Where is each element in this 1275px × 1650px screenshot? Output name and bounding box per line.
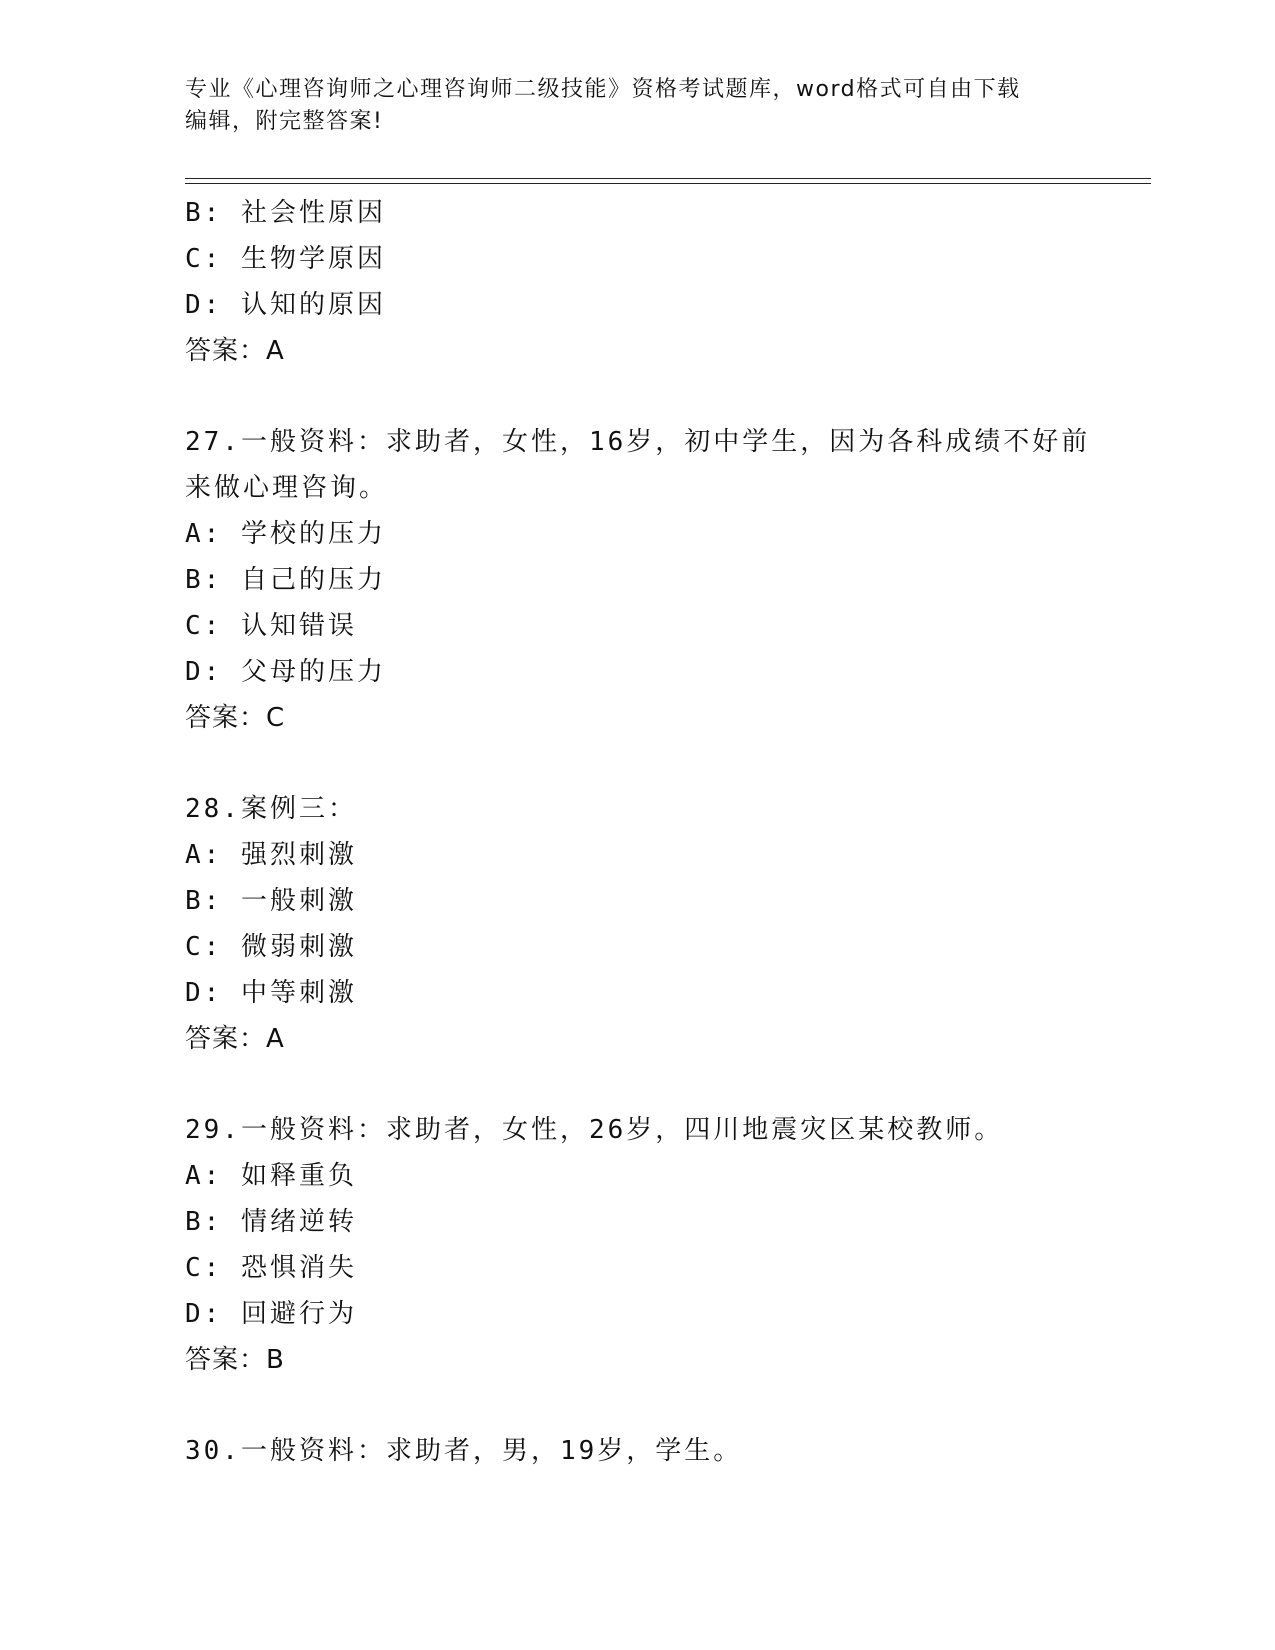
option-b: B: 社会性原因 (185, 198, 386, 228)
option-d: D: 回避行为 (185, 1299, 357, 1329)
question-28 (185, 786, 1125, 1062)
answer: 答案：C (185, 703, 286, 733)
question-27 (185, 419, 1125, 741)
option-d: D: 父母的压力 (185, 657, 386, 687)
document-header (185, 74, 1085, 138)
option-c: C: 认知错误 (185, 611, 357, 641)
option-d: D: 中等刺激 (185, 978, 357, 1008)
option-a: A: 如释重负 (185, 1161, 357, 1191)
question-26 (185, 190, 1125, 374)
answer: 答案：A (185, 1024, 285, 1054)
spacer (185, 741, 1125, 786)
option-b: B: 情绪逆转 (185, 1207, 357, 1237)
header-line-2: 编辑，附完整答案! (185, 109, 384, 134)
option-d: D: 认知的原因 (185, 290, 386, 320)
question-30 (185, 1428, 1125, 1474)
option-a: A: 强烈刺激 (185, 840, 357, 870)
option-b: B: 一般刺激 (185, 886, 357, 916)
answer: 答案：A (185, 336, 285, 366)
option-c: C: 生物学原因 (185, 244, 386, 274)
question-stem: 30.一般资料：求助者，男，19岁，学生。 (185, 1436, 743, 1466)
header-line-1: 专业《心理咨询师之心理咨询师二级技能》资格考试题库，word格式可自由下载 (185, 77, 1021, 102)
question-stem: 29.一般资料：求助者，女性，26岁，四川地震灾区某校教师。 (185, 1115, 1004, 1145)
question-list (185, 190, 1125, 1474)
question-stem: 27.一般资料：求助者，女性，16岁，初中学生，因为各科成绩不好前 (185, 427, 1091, 457)
question-stem-continued: 来做心理咨询。 (185, 473, 389, 503)
answer: 答案：B (185, 1345, 285, 1375)
header-divider-top (185, 178, 1151, 179)
spacer (185, 374, 1125, 419)
header-divider-bottom (185, 183, 1151, 184)
question-stem: 28.案例三： (185, 794, 357, 824)
option-b: B: 自己的压力 (185, 565, 386, 595)
spacer (185, 1062, 1125, 1107)
option-c: C: 恐惧消失 (185, 1253, 357, 1283)
option-a: A: 学校的压力 (185, 519, 386, 549)
spacer (185, 1383, 1125, 1428)
question-29 (185, 1107, 1125, 1383)
option-c: C: 微弱刺激 (185, 932, 357, 962)
